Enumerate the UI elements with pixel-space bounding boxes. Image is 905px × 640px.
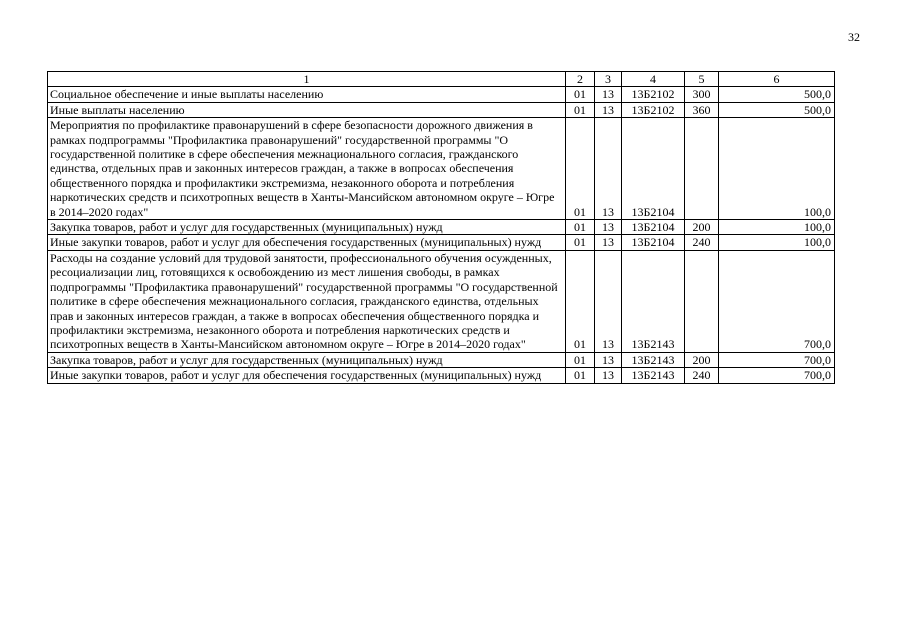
row-subsection: 13 [595,220,622,235]
row-subsection: 13 [595,118,622,220]
table-row [48,102,835,117]
row-target-article: 13Б2104 [622,220,685,235]
column-header-6: 6 [719,72,835,87]
row-sum: 500,0 [719,87,835,102]
row-sum: 100,0 [719,220,835,235]
column-header-3: 3 [595,72,622,87]
row-sum: 700,0 [719,368,835,383]
row-section: 01 [566,102,595,117]
row-section: 01 [566,118,595,220]
row-name: Мероприятия по профилактике правонарушений в сфере безопасности дорожного движения в рамках подпрограммы "Профилактика правонарушений" государственной программы "О государственной политике в сфере обеспечения межнационального согласия, гражданского единства, отдельных прав и законных интересов граждан, а также в вопросах обеспечения общественного порядка и профилактики экстремизма, незаконного оборота и потребления наркотических средств и психотропных веществ в Ханты-Мансийском автономном округе – Югре в 2014–2020 годах" [48,118,566,220]
row-target-article: 13Б2143 [622,250,685,352]
row-section: 01 [566,87,595,102]
table-row [48,368,835,383]
column-header-4: 4 [622,72,685,87]
row-name: Закупка товаров, работ и услуг для государственных (муниципальных) нужд [48,220,566,235]
row-section: 01 [566,352,595,367]
row-section: 01 [566,250,595,352]
row-target-article: 13Б2104 [622,235,685,250]
row-section: 01 [566,220,595,235]
row-section: 01 [566,235,595,250]
row-sum: 500,0 [719,102,835,117]
row-target-article: 13Б2102 [622,87,685,102]
table-row [48,220,835,235]
row-expense-type [685,118,719,220]
column-header-1: 1 [48,72,566,87]
row-name: Расходы на создание условий для трудовой занятости, профессионального обучения осужденных, ресоциализации лиц, готовящихся к освобождению из мест лишения свободы, в рамках подпрограммы "Профилактика правонарушений" государственной программы "О государственной политике в сфере обеспечения межнационального согласия, гражданского единства, отдельных прав и законных интересов граждан, а также в вопросах обеспечения общественного порядка и профилактики экстремизма, незаконного оборота и потребления наркотических средств и психотропных веществ в Ханты-Мансийском автономном округе – Югре в 2014–2020 годах" [48,250,566,352]
page-number: 32 [848,30,860,44]
budget-table [47,71,835,384]
table-row [48,235,835,250]
row-name: Иные выплаты населению [48,102,566,117]
row-sum: 700,0 [719,352,835,367]
row-expense-type: 240 [685,368,719,383]
row-subsection: 13 [595,250,622,352]
table-row [48,87,835,102]
row-target-article: 13Б2143 [622,352,685,367]
row-subsection: 13 [595,368,622,383]
row-subsection: 13 [595,235,622,250]
row-subsection: 13 [595,352,622,367]
table-header-row [48,72,835,87]
row-expense-type: 300 [685,87,719,102]
column-header-2: 2 [566,72,595,87]
row-sum: 100,0 [719,235,835,250]
table-row [48,352,835,367]
table-row [48,250,835,352]
row-name: Иные закупки товаров, работ и услуг для обеспечения государственных (муниципальных) нужд [48,368,566,383]
row-sum: 700,0 [719,250,835,352]
table-row [48,118,835,220]
row-target-article: 13Б2104 [622,118,685,220]
row-name: Социальное обеспечение и иные выплаты населению [48,87,566,102]
row-section: 01 [566,368,595,383]
row-target-article: 13Б2102 [622,102,685,117]
row-name: Закупка товаров, работ и услуг для государственных (муниципальных) нужд [48,352,566,367]
row-name: Иные закупки товаров, работ и услуг для обеспечения государственных (муниципальных) нужд [48,235,566,250]
row-expense-type [685,250,719,352]
row-expense-type: 240 [685,235,719,250]
row-expense-type: 360 [685,102,719,117]
column-header-5: 5 [685,72,719,87]
row-expense-type: 200 [685,352,719,367]
row-subsection: 13 [595,102,622,117]
row-sum: 100,0 [719,118,835,220]
row-target-article: 13Б2143 [622,368,685,383]
row-expense-type: 200 [685,220,719,235]
row-subsection: 13 [595,87,622,102]
